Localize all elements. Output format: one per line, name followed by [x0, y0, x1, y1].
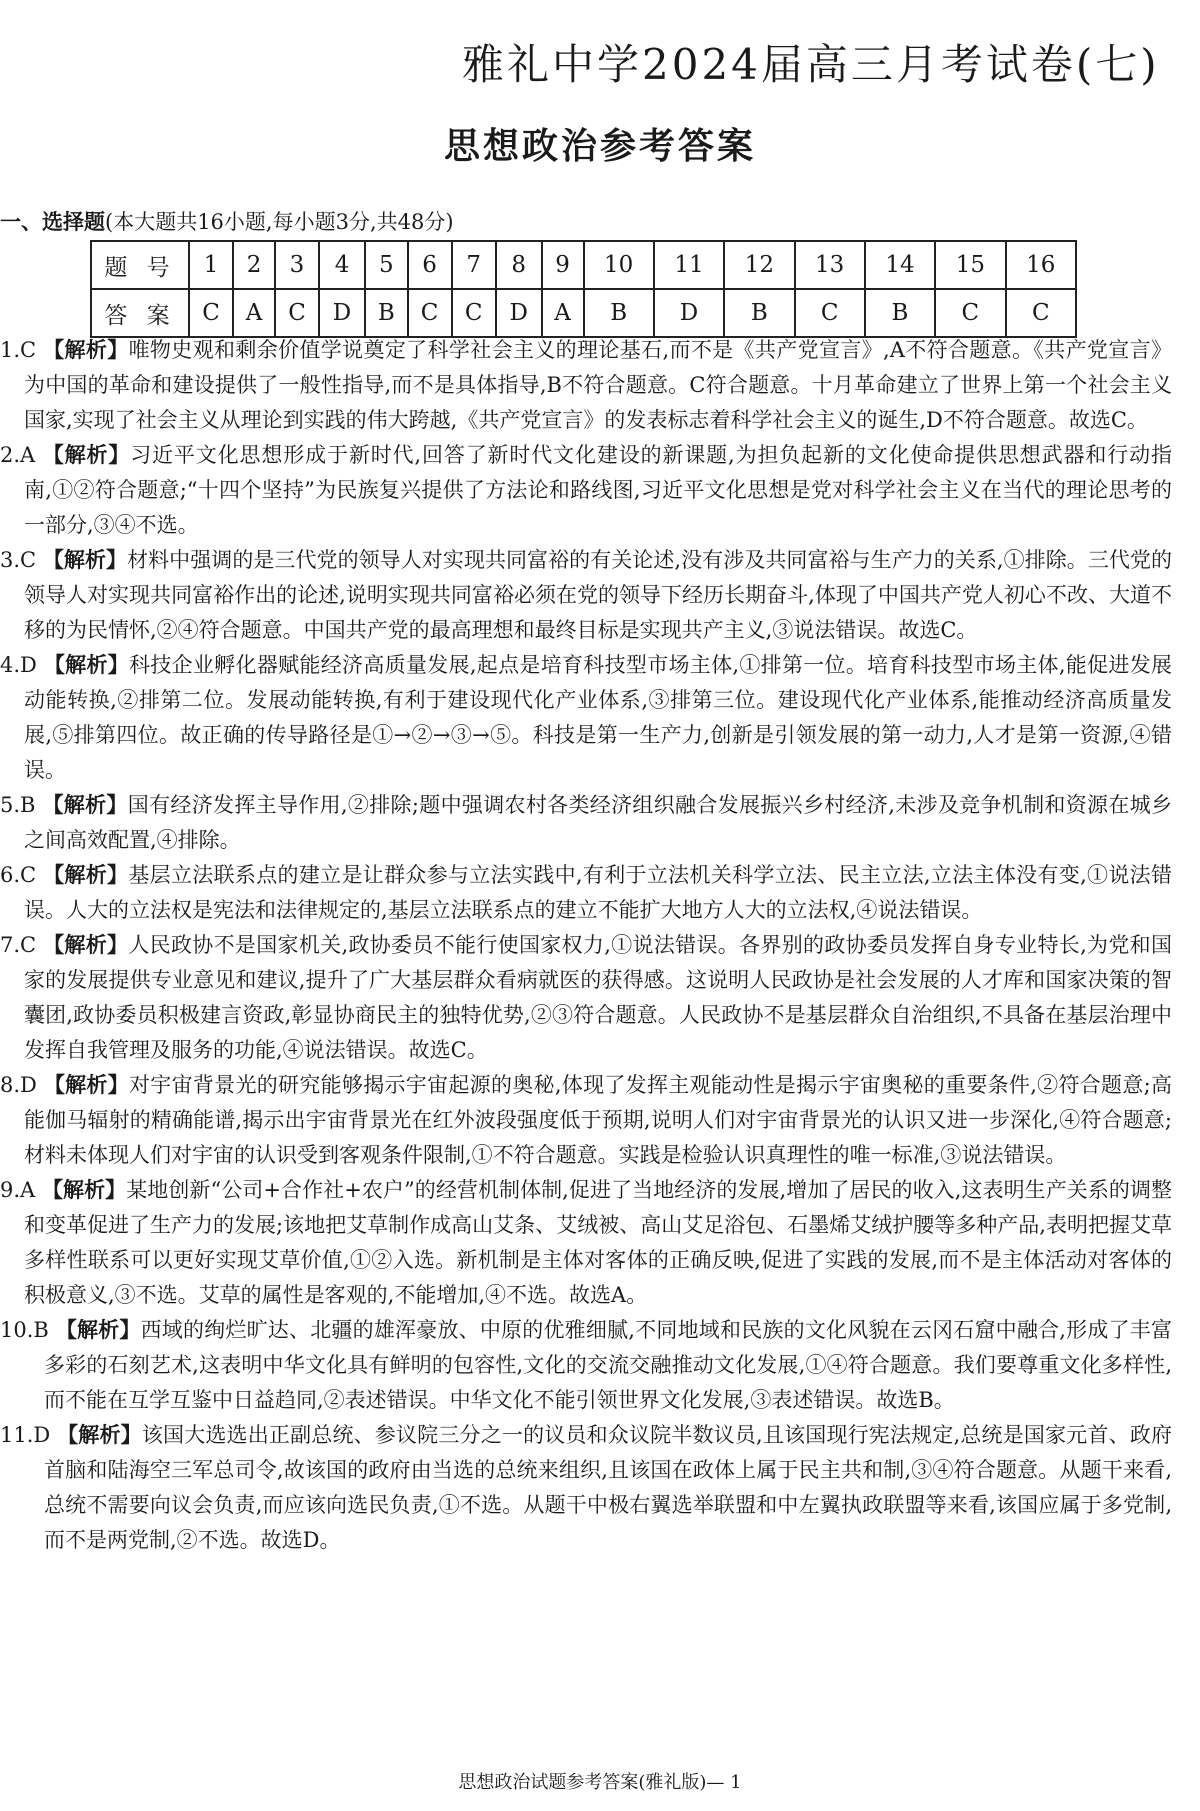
explanation-text: 某地创新“公司+合作社+农户”的经营机制体制,促进了当地经济的发展,增加了居民的收入,这表明生产关系的调整和变革促进了生产力的发展;该地把艾草制作成高山艾条、艾绒被、高山艾足浴包、石墨烯艾绒护腰等多种产品,表明把握艾草多样性联系可以更好实现艾草价值,①②入选。新机制是主体对客体的正确反映,促进了实践的发展,而不是主体活动对客体的积极意义,③不选。艾草的属性是客观的,不能增加,④不选。故选A。 [24, 1178, 1173, 1307]
section-heading-note: (本大题共16小题,每小题3分,共48分) [105, 210, 454, 234]
analysis-tag: 【解析】 [43, 863, 129, 887]
answer-table-answer-cell: B [865, 289, 935, 337]
explanation-text: 对宇宙背景光的研究能够揭示宇宙起源的奥秘,体现了发挥主观能动性是揭示宇宙奥秘的重要条件,②符合题意;高能伽马辐射的精确能谱,揭示出宇宙背景光在红外波段强度低于预期,说明人们对宇宙背景光的认识又进一步深化,④符合题意;材料未体现人们对宇宙的认识受到客观条件限制,①不符合题意。实践是检验认识真理性的唯一标准,③说法错误。 [24, 1073, 1172, 1167]
answer-table-number-cell: 10 [584, 241, 654, 289]
question-explanation [0, 1173, 1172, 1313]
exam-title: 雅礼中学2024届高三月考试卷(七) [462, 40, 1160, 89]
answer-table-number-row [91, 241, 1076, 289]
explanation-text: 西域的绚烂旷达、北疆的雄浑豪放、中原的优雅细腻,不同地域和民族的文化风貌在云冈石窟中融合,形成了丰富多彩的石刻艺术,这表明中华文化具有鲜明的包容性,文化的交流交融推动文化发展,①④符合题意。我们要尊重文化多样性,而不能在互学互鉴中日益趋同,②表述错误。中华文化不能引领世界文化发展,③表述错误。故选B。 [44, 1318, 1172, 1412]
answer-table-number-cell: 11 [654, 241, 724, 289]
answer-table-number-cell: 3 [275, 241, 319, 289]
answer-table-answer-cell: C [1006, 289, 1077, 337]
answer-table-number-cell: 5 [365, 241, 408, 289]
analysis-tag: 【解析】 [43, 933, 129, 957]
analysis-tag: 【解析】 [55, 1318, 141, 1342]
question-label: 9.A [0, 1178, 36, 1202]
question-label: 6.C [0, 863, 37, 887]
answer-table-answer-cell: C [275, 289, 319, 337]
question-explanation [0, 1418, 1172, 1558]
question-explanation [0, 1313, 1172, 1418]
answer-table-number-cell: 4 [319, 241, 365, 289]
answer-table-number-cell: 8 [496, 241, 542, 289]
answer-table-number-cell: 7 [452, 241, 496, 289]
explanation-text: 基层立法联系点的建立是让群众参与立法实践中,有利于立法机关科学立法、民主立法,立法主体没有变,①说法错误。人大的立法权是宪法和法律规定的,基层立法联系点的建立不能扩大地方人大的立法权,④说法错误。 [24, 863, 1172, 922]
answer-table-answer-cell: C [795, 289, 865, 337]
explanation-text: 习近平文化思想形成于新时代,回答了新时代文化建设的新课题,为担负起新的文化使命提供思想武器和行动指南,①②符合题意;“十四个坚持”为民族复兴提供了方法论和路线图,习近平文化思想是党对科学社会主义在当代的理论思考的一部分,③④不选。 [24, 443, 1172, 537]
question-explanation [0, 333, 1172, 438]
explanation-text: 国有经济发挥主导作用,②排除;题中强调农村各类经济组织融合发展振兴乡村经济,未涉及竞争机制和资源在城乡之间高效配置,④排除。 [24, 793, 1173, 852]
answer-table-answer-row [91, 289, 1076, 337]
answer-table-number-cell: 2 [233, 241, 275, 289]
analysis-tag: 【解析】 [43, 338, 129, 362]
question-explanation [0, 788, 1172, 858]
answer-table-answer-cell: A [233, 289, 275, 337]
answer-table-answer-label: 答 案 [91, 289, 189, 337]
question-label: 5.B [0, 793, 36, 817]
question-explanation [0, 648, 1172, 788]
analysis-tag: 【解析】 [42, 793, 128, 817]
question-explanation [0, 543, 1172, 648]
answer-table-answer-cell: B [584, 289, 654, 337]
answer-table-number-cell: 13 [795, 241, 865, 289]
answer-table-answer-cell: D [654, 289, 724, 337]
question-label: 8.D [0, 1073, 37, 1097]
answer-table [90, 240, 1077, 338]
answer-table-answer-cell: C [452, 289, 496, 337]
explanation-text: 材料中强调的是三代党的领导人对实现共同富裕的有关论述,没有涉及共同富裕与生产力的关系,①排除。三代党的领导人对实现共同富裕作出的论述,说明实现共同富裕必须在党的领导下经历长期奋斗,体现了中国共产党人初心不改、大道不移的为民情怀,②④符合题意。中国共产党的最高理想和最终目标是实现共产主义,③说法错误。故选C。 [24, 548, 1172, 642]
section-heading [0, 206, 1180, 236]
section-heading-label: 一、选择题 [0, 210, 105, 234]
answer-table-answer-cell: B [365, 289, 408, 337]
question-label: 2.A [0, 443, 36, 467]
question-explanations [0, 333, 1172, 1558]
answer-table-number-label: 题 号 [91, 241, 189, 289]
page-footer: 思想政治试题参考答案(雅礼版)— 1 [458, 1772, 742, 1793]
subject-title: 思想政治参考答案 [443, 126, 756, 167]
question-explanation [0, 858, 1172, 928]
answer-table-answer-cell: C [408, 289, 452, 337]
analysis-tag: 【解析】 [57, 1423, 142, 1447]
question-label: 3.C [0, 548, 37, 572]
explanation-text: 人民政协不是国家机关,政协委员不能行使国家权力,①说法错误。各界别的政协委员发挥自身专业特长,为党和国家的发展提供专业意见和建议,提升了广大基层群众看病就医的获得感。这说明人民政协是社会发展的人才库和国家决策的智囊团,政协委员积极建言资政,彰显协商民主的独特优势,②③符合题意。人民政协不是基层群众自治组织,不具备在基层治理中发挥自我管理及服务的功能,④说法错误。故选C。 [24, 933, 1172, 1062]
answer-table-answer-cell: A [542, 289, 584, 337]
analysis-tag: 【解析】 [41, 1178, 127, 1202]
question-label: 10.B [0, 1318, 49, 1342]
question-label: 4.D [0, 653, 37, 677]
analysis-tag: 【解析】 [43, 653, 130, 677]
answer-table-number-cell: 14 [865, 241, 935, 289]
answer-table-answer-cell: C [935, 289, 1005, 337]
analysis-tag: 【解析】 [42, 443, 131, 467]
answer-table-number-cell: 6 [408, 241, 452, 289]
analysis-tag: 【解析】 [42, 548, 128, 572]
answer-table-number-cell: 1 [189, 241, 233, 289]
question-explanation [0, 928, 1172, 1068]
answer-table-answer-cell: B [724, 289, 794, 337]
question-label: 1.C [0, 338, 37, 362]
answer-table-number-cell: 12 [724, 241, 794, 289]
answer-table-number-cell: 9 [542, 241, 584, 289]
explanation-text: 唯物史观和剩余价值学说奠定了科学社会主义的理论基石,而不是《共产党宣言》,A不符合题意。《共产党宣言》为中国的革命和建设提供了一般性指导,而不是具体指导,B不符合题意。C符合题意。十月革命建立了世界上第一个社会主义国家,实现了社会主义从理论到实践的伟大跨越,《共产党宣言》的发表标志着科学社会主义的诞生,D不符合题意。故选C。 [24, 338, 1172, 432]
question-label: 11.D [0, 1423, 51, 1447]
explanation-text: 科技企业孵化器赋能经济高质量发展,起点是培育科技型市场主体,①排第一位。培育科技型市场主体,能促进发展动能转换,②排第二位。发展动能转换,有利于建设现代化产业体系,③排第三位。建设现代化产业体系,能推动经济高质量发展,⑤排第四位。故正确的传导路径是①→②→③→⑤。科技是第一生产力,创新是引领发展的第一动力,人才是第一资源,④错误。 [24, 653, 1172, 782]
answer-table-answer-cell: D [319, 289, 365, 337]
explanation-text: 该国大选选出正副总统、参议院三分之一的议员和众议院半数议员,且该国现行宪法规定,总统是国家元首、政府首脑和陆海空三军总司令,故该国的政府由当选的总统来组织,且该国在政体上属于民主共和制,③④符合题意。从题干来看,总统不需要向议会负责,而应该向选民负责,①不选。从题干中极右翼选举联盟和中左翼执政联盟等来看,该国应属于多党制,而不是两党制,②不选。故选D。 [44, 1423, 1172, 1552]
analysis-tag: 【解析】 [43, 1073, 130, 1097]
question-label: 7.C [0, 933, 37, 957]
answer-table-answer-cell: C [189, 289, 233, 337]
answer-table-number-cell: 16 [1006, 241, 1077, 289]
answer-table-number-cell: 15 [935, 241, 1005, 289]
question-explanation [0, 438, 1172, 543]
question-explanation [0, 1068, 1172, 1173]
answer-table-answer-cell: D [496, 289, 542, 337]
